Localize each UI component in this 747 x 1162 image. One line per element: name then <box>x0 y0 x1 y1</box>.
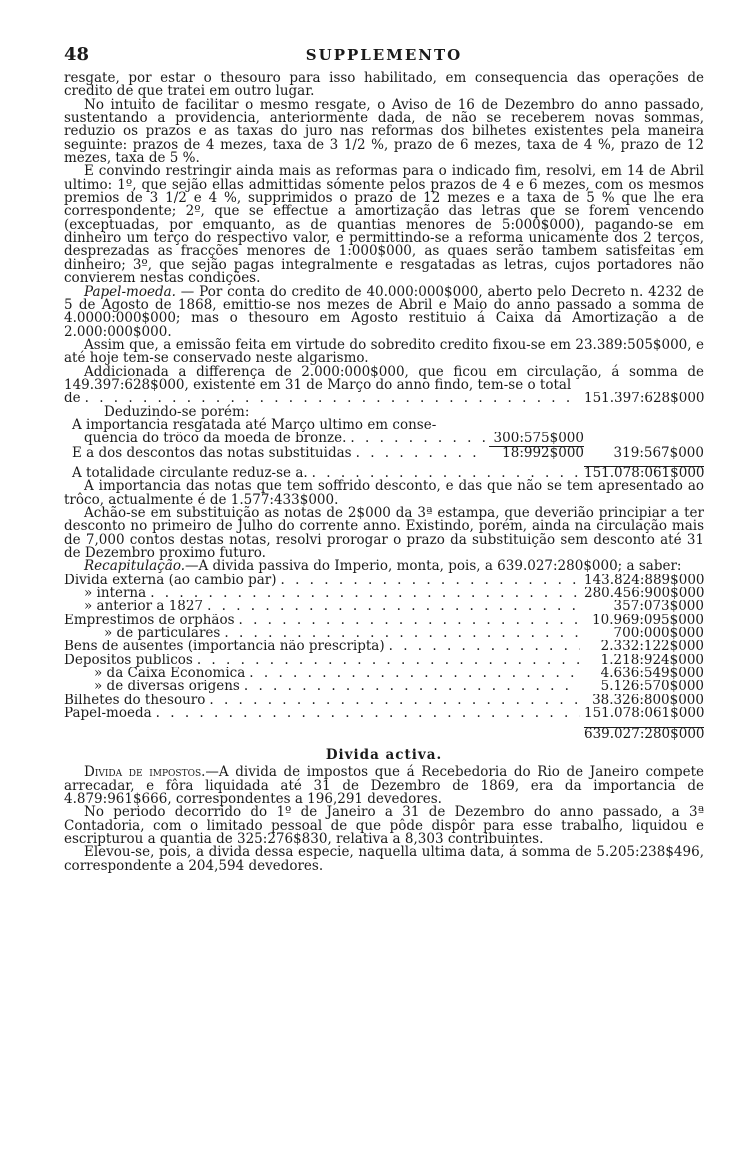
paragraph-heading: Papel-moeda. <box>84 283 176 300</box>
recap-row: Divida externa (ao cambio par) . . . 143.824:889$000 <box>64 574 704 587</box>
recap-row: » da Caixa Economica . . . 4.636:549$000 <box>64 667 704 680</box>
recap-total: 639.027:280$000 <box>584 726 704 741</box>
deduct-row1-line1: A importancia resgatada até Março ultimo em conse- <box>72 416 437 433</box>
paragraph: Assim que, a emissão feita em virtude do sobredito credito fixou-se em 23.389:505$000, e até hoje tem-se conservado neste algarismo. <box>64 336 704 367</box>
recap-total-row <box>64 727 704 741</box>
paragraph: Elevou-se, pois, a divida dessa especie, naquella ultima data, á somma de 5.205:238$496, correspondente a 204,594 devedores. <box>64 844 704 874</box>
page-header <box>64 44 704 64</box>
recap-row: » interna . . . 280.456:900$000 <box>64 587 704 600</box>
recap-row: » de diversas origens . . . 5.126:570$000 <box>64 680 704 693</box>
deduct-label: Deduzindo-se porém: <box>104 403 250 420</box>
recap-row: Bens de ausentes (importancia não prescripta) . . . 2.332:122$000 <box>64 640 704 653</box>
recap-row: Depositos publicos . . . 1.218:924$000 <box>64 654 704 667</box>
circulation-total: A totalidade circulante reduz-se a. . . . 151.078:061$000 <box>64 466 704 480</box>
recap-row: » anterior a 1827 . . . 357:073$000 <box>64 600 704 613</box>
paragraph-heading: Recapitulação. <box>84 558 185 575</box>
page-number: 48 <box>64 44 90 65</box>
paragraph: Achão-se em substituição as notas de 2$000 da 3ª estampa, que deverião principiar a ter desconto no primeiro de Julho do corrente anno. Existindo, porém, ainda na circulação mais de 7,000 contos destas notas, resolvi prorogar o prazo da substituição sem desconto até 31 de Dezembro proximo futuro. <box>64 505 704 562</box>
recap-row: Papel-moeda . . . 151.078:061$000 <box>64 707 704 720</box>
paragraph: No intuito de facilitar o mesmo resgate, o Aviso de 16 de Dezembro do anno passado, sustentando a providencia, anteriormente dada, de não se receberem novas sommas, reduzio os prazos e as taxas do juro nas reformas dos bilhetes existentes pela maneira seguinte: prazos de 4 mezes, taxa de 3 1/2 %, prazo de 6 mezes, taxa de 4 %, prazo de 12 mezes, taxa de 5 %. <box>64 96 704 167</box>
paragraph: Recapitulação.—A divida passiva do Imperio, monta, pois, a 639.027:280$000; a saber: <box>84 558 682 575</box>
page-body <box>64 72 704 873</box>
recap-row: Emprestimos de orphãos . . . 10.969:095$000 <box>64 614 704 627</box>
recap-table <box>64 574 704 741</box>
recap-row: » de particulares . . . 700:000$000 <box>64 627 704 640</box>
paragraph: A importancia das notas que tem soffrido desconto, e das que não se tem apresentado ao trôco, actualmente é de 1.577:433$000. <box>64 478 704 508</box>
recap-row: Bilhetes do thesouro . . . 38.326:800$000 <box>64 694 704 707</box>
paragraph: resgate, por estar o thesouro para isso habilitado, em consequencia das operações de credito de que tratei em outro lugar. <box>64 70 704 100</box>
total-line: de . . . 151.397:628$000 <box>64 392 704 405</box>
paragraph: Addicionada a differença de 2.000:000$000, que ficou em circulação, á somma de 149.397:628$000, existente em 31 de Março do anno findo, tem-se o total <box>64 363 704 393</box>
paragraph: No periodo decorrido do 1º de Janeiro a 31 de Dezembro do anno passado, a 3ª Contadoria, com o limitado pessoal de que pôde dispôr para esse trabalho, liquidou e escripturou a quantia de 325:276$830, relativa a 8,303 contribuintes. <box>64 804 704 847</box>
section-title: Divida activa. <box>325 746 443 763</box>
total-value: 151.397:628$000 <box>584 392 704 406</box>
running-title: SUPPLEMENTO <box>305 46 463 64</box>
paragraph: Divida de impostos.—A divida de impostos que á Recebedoria do Rio de Janeiro compete arrecadar, e fôra liquidada até 31 de Dezembro de 1869, era da importancia de 4.879:961$666, correspondentes a 196,291 devedores. <box>64 764 704 807</box>
deduct-row1: quencia do trôco da moeda de bronze. . . . 300:575$000 <box>64 432 704 445</box>
paragraph-heading: Divida de impostos. <box>84 764 206 781</box>
deduct-row2: E a dos descontos das notas substituidas . . . 18:992$000 319:567$000 <box>64 446 704 460</box>
paragraph: Papel-moeda. — Por conta do credito de 40.000:000$000, aberto pelo Decreto n. 4232 de 5 de Agosto de 1868, emittio-se nos mezes de Abril e Maio do anno passado a somma de 4.0000:000$000; mas o thesouro em Agosto restituio á Caixa da Amortização a de 2.000:000$000. <box>64 283 704 340</box>
paragraph: E convindo restringir ainda mais as reformas para o indicado fim, resolvi, em 14 de Abril ultimo: 1º, que sejão ellas admittidas sómente pelos prazos de 4 e 6 mezes, com os mesmos premios de 3 1/2 e 4 %, supprimidos o prazo de 12 mezes e a taxa de 5 % que lhe era correspondente; 2º, que se effectue a amortização das letras que se forem vencendo (exceptuadas, por emquanto, as de quantias menores de 5:000$000), pagando-se em dinheiro um terço do respectivo valor, e permittindo-se a reforma unicamente dos 2 terços, desprezadas as fracções menores de 1:000$000, as quaes serão tambem satisfeitas em dinheiro; 3º, que sejão pagas integralmente e resgatadas as letras, cujos portadores não convierem nestas condições. <box>64 163 704 287</box>
